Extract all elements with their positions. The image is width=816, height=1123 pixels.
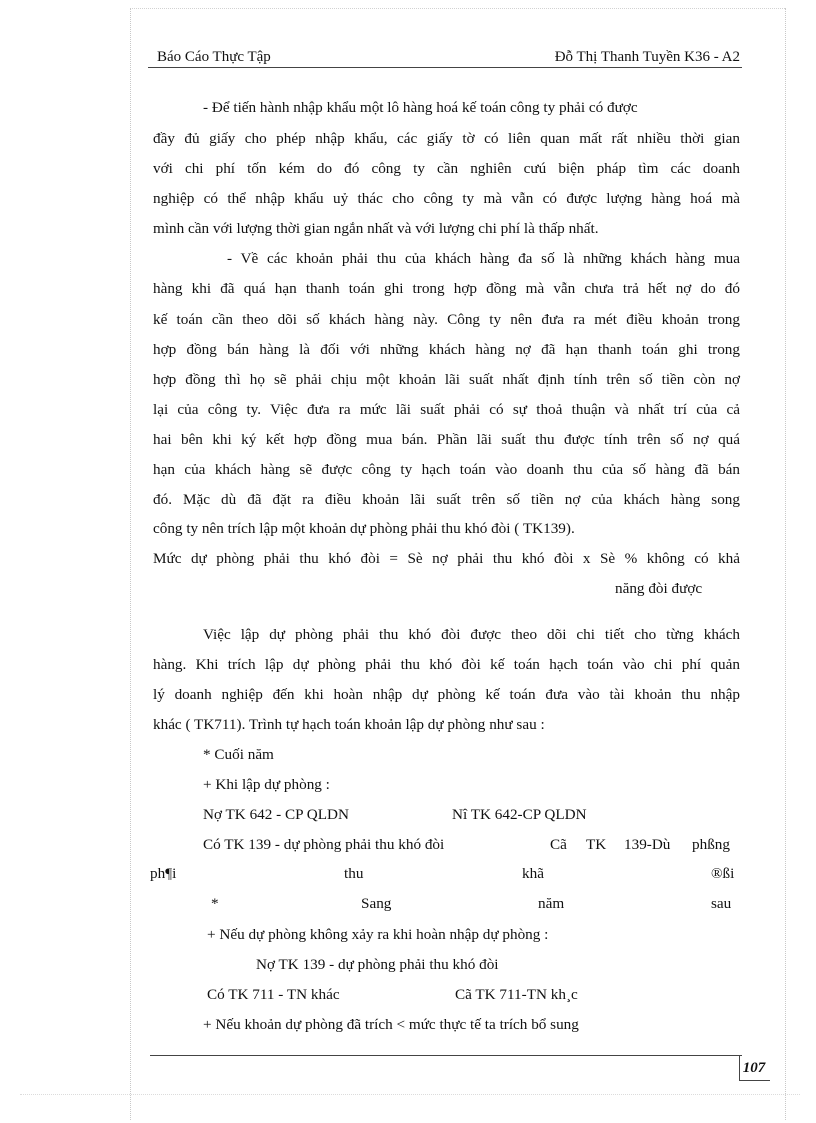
- page-number: 107: [742, 1060, 766, 1076]
- text-line: * Cuối năm: [203, 746, 274, 763]
- footer-underline: [740, 1080, 770, 1081]
- garbled-word: TK: [586, 836, 607, 853]
- text-line: với chi phí tốn kém do đó công ty cần nghiên cưú biện pháp tìm các doanh: [153, 160, 740, 177]
- text-line: Việc lập dự phòng phải thu khó đòi được theo dõi chi tiết cho từng khách: [203, 626, 740, 643]
- text-line: hai bên khi ký kết hợp đồng mua bán. Phần lãi suất thu được tính trên số nợ quá: [153, 431, 740, 448]
- page-frame-top: [130, 8, 785, 9]
- garbled-word: 139-Dù: [624, 836, 671, 853]
- garbled-word: ph¶i: [150, 865, 177, 882]
- text-line: hạn của khách hàng sẽ được công ty hạch toán vào doanh thu của số hàng đã bán: [153, 461, 740, 478]
- garbled-word: thu: [344, 865, 364, 882]
- text-word: sau: [711, 895, 732, 912]
- text-word: *: [211, 895, 219, 912]
- page-header: [157, 48, 740, 66]
- text-word: Sang: [361, 895, 392, 912]
- page-frame-right: [785, 8, 786, 1120]
- header-author: Đỗ Thị Thanh Tuyền K36 - A2: [554, 49, 740, 65]
- journal-entry-debit: Nợ TK 139 - dự phòng phải thu khó đòi: [256, 956, 499, 973]
- page-frame-left: [130, 8, 131, 1120]
- text-line: kế toán cần theo dõi số khách hàng này. Công ty nên đưa ra mét điều khoản trong: [153, 311, 740, 328]
- text-line: - Về các khoản phải thu của khách hàng đa số là những khách hàng mua: [227, 250, 740, 267]
- garbled-word: phßng: [692, 836, 730, 853]
- text-word: năm: [538, 895, 565, 912]
- journal-entry-credit: Có TK 139 - dự phòng phải thu khó đòi: [203, 836, 445, 853]
- header-report-title: Báo Cáo Thực Tập: [157, 49, 271, 65]
- garbled-word: khã: [522, 865, 544, 882]
- journal-entry-debit-alt: Nî TK 642-CP QLDN: [452, 806, 587, 823]
- text-line: đầy đủ giấy cho phép nhập khẩu, các giấy tờ có liên quan mất rất nhiều thời gian: [153, 130, 740, 147]
- journal-entry-credit: Có TK 711 - TN khác: [207, 986, 340, 1003]
- page-frame-bottom: [20, 1094, 800, 1095]
- formula-line: năng đòi được: [615, 580, 703, 597]
- garbled-word: Cã: [550, 836, 567, 853]
- text-line: khác ( TK711). Trình tự hạch toán khoản lập dự phòng như sau :: [153, 716, 545, 733]
- text-line: hàng khi đã quá hạn thanh toán ghi trong hợp đồng mà vẫn chưa trả hết nợ do đó: [153, 280, 740, 297]
- text-line: hợp đồng bán hàng là đối với những khách hàng nợ đã hạn thanh toán ghi trong: [153, 341, 740, 358]
- garbled-word: ®ßi: [711, 865, 735, 882]
- header-rule: [148, 67, 742, 68]
- text-line: + Nếu khoản dự phòng đã trích < mức thực tế ta trích bổ sung: [203, 1016, 579, 1033]
- text-line: hàng. Khi trích lập dự phòng phải thu khó đòi kế toán hạch toán vào chi phí quản: [153, 656, 740, 673]
- journal-entry-credit-alt: Cã TK 711-TN kh¸c: [455, 986, 578, 1003]
- formula-line: Mức dự phòng phải thu khó đòi = Sè nợ phải thu khó đòi x Sè % không có khả: [153, 550, 740, 567]
- journal-entry-debit: Nợ TK 642 - CP QLDN: [203, 806, 349, 823]
- text-line: lý doanh nghiệp đến khi hoàn nhập dự phòng kế toán đưa vào tài khoản thu nhập: [153, 686, 740, 703]
- text-line: lại của công ty. Việc đưa ra mức lãi suất phải có sự thoả thuận và nhất trí của cả: [153, 401, 740, 418]
- text-line: + Nếu dự phòng không xảy ra khi hoàn nhập dự phòng :: [207, 926, 549, 943]
- text-line: nghiệp có thể nhập khẩu uỷ thác cho công ty mà vẫn có được lượng hàng hoá mà: [153, 190, 740, 207]
- text-line: công ty nên trích lập một khoản dự phòng phải thu khó đòi ( TK139).: [153, 520, 575, 537]
- text-line: + Khi lập dự phòng :: [203, 776, 330, 793]
- text-line: - Để tiến hành nhập khẩu một lô hàng hoá kế toán công ty phải có được: [203, 99, 638, 116]
- footer-rule: [150, 1055, 742, 1056]
- text-line: hợp đồng thì họ sẽ phải chịu một khoản lãi suất nhất định tính trên số tiền còn nợ: [153, 371, 740, 388]
- text-line: mình cần với lượng thời gian ngắn nhất và với lượng chi phí là thấp nhất.: [153, 220, 599, 237]
- text-line: đó. Mặc dù đã đặt ra điều khoản lãi suất trên số tiền nợ của khách hàng song: [153, 491, 740, 508]
